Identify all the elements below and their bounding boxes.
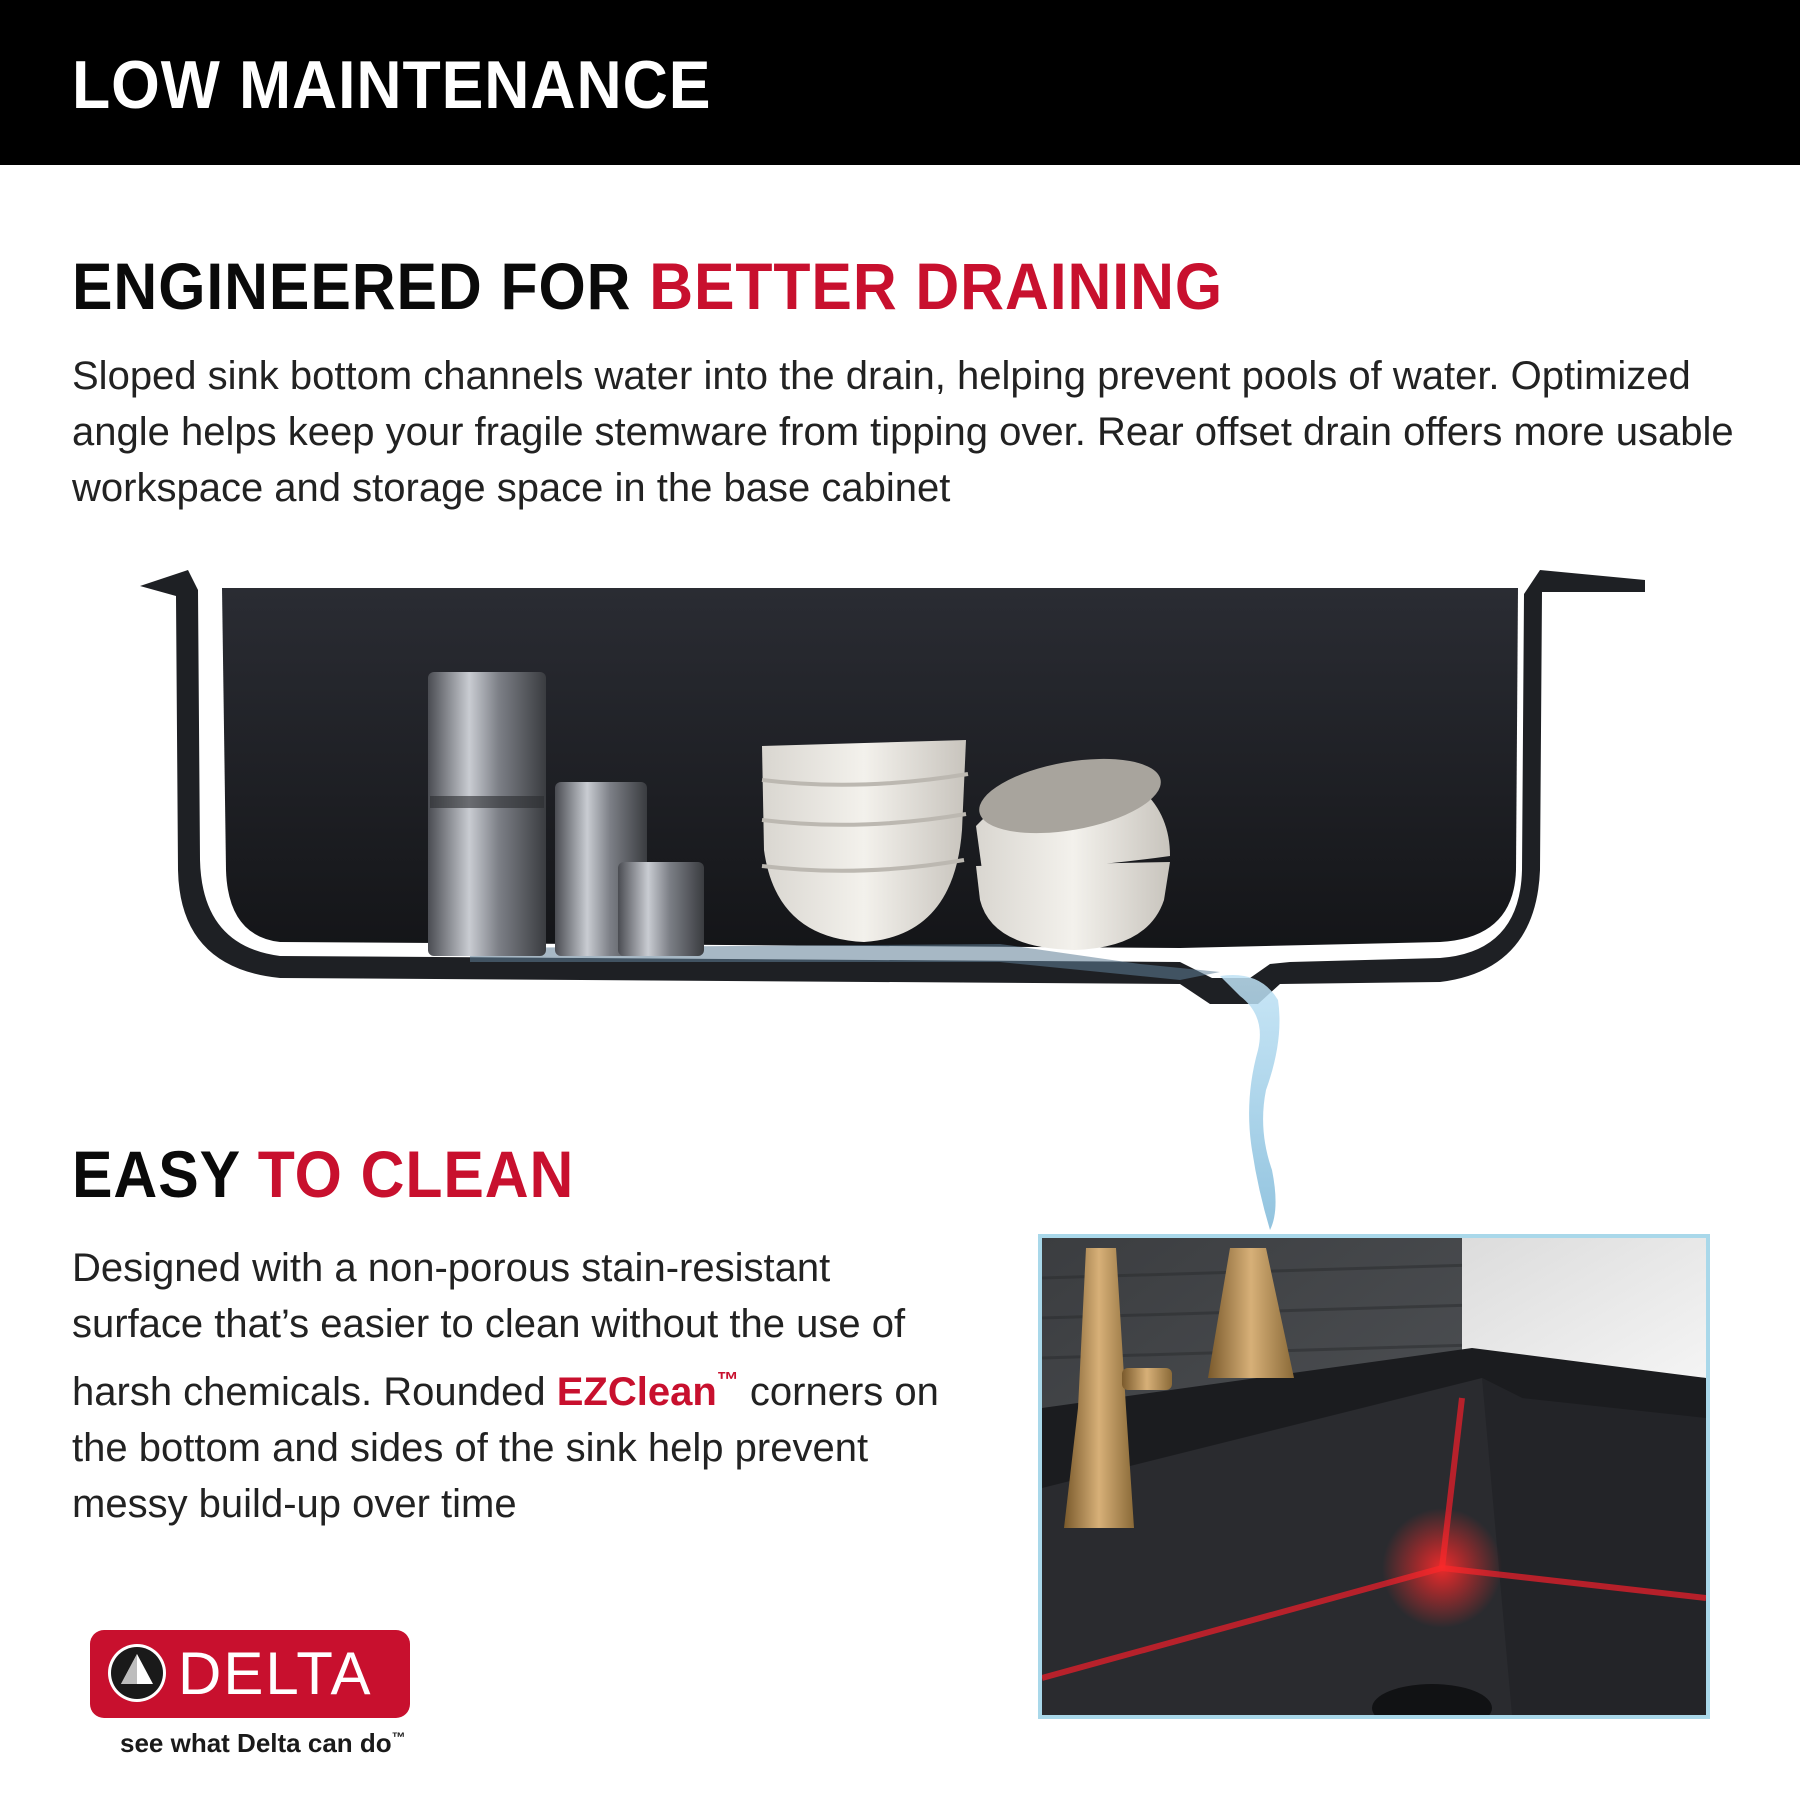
heading-accent-text: BETTER DRAINING: [649, 249, 1223, 323]
logo-wordmark: DELTA: [178, 1640, 373, 1707]
delta-triangle-icon: [108, 1644, 166, 1702]
delta-logo: [90, 1630, 410, 1718]
banner-title: LOW MAINTENANCE: [72, 47, 712, 123]
heading-plain-text: EASY: [72, 1137, 258, 1211]
trademark-symbol: ™: [716, 1367, 739, 1392]
heading-accent-text: TO CLEAN: [257, 1137, 575, 1211]
tagline-text: see what Delta can do: [120, 1728, 392, 1758]
sink-corner-photo: [1038, 1234, 1710, 1719]
water-stream: [1220, 975, 1280, 1230]
clean-text-end: corners on the bottom and sides of the sink help prevent messy build-up over time: [72, 1370, 939, 1526]
small-glass: [618, 862, 704, 956]
clean-description: [72, 1240, 972, 1532]
clean-text-start: Designed with a non-porous stain-resistant surface that’s easier to clean without the use of harsh chemicals. Rounded: [72, 1246, 906, 1414]
heading-plain-text: ENGINEERED FOR: [72, 249, 650, 323]
draining-description: Sloped sink bottom channels water into the drain, helping prevent pools of water. Optimized angle helps keep your fragile stemware from tipping over. Rear offset drain offers more usable workspace and storage space in the base cabinet: [72, 354, 1734, 510]
tall-glass: [428, 672, 546, 956]
tagline-trademark: ™: [391, 1729, 406, 1745]
logo-tagline: [120, 1728, 406, 1759]
section-heading-clean: [72, 1136, 574, 1212]
top-banner: [0, 0, 1800, 165]
ezclean-brand: EZClean: [556, 1370, 717, 1414]
section-heading-draining: [72, 248, 1223, 324]
